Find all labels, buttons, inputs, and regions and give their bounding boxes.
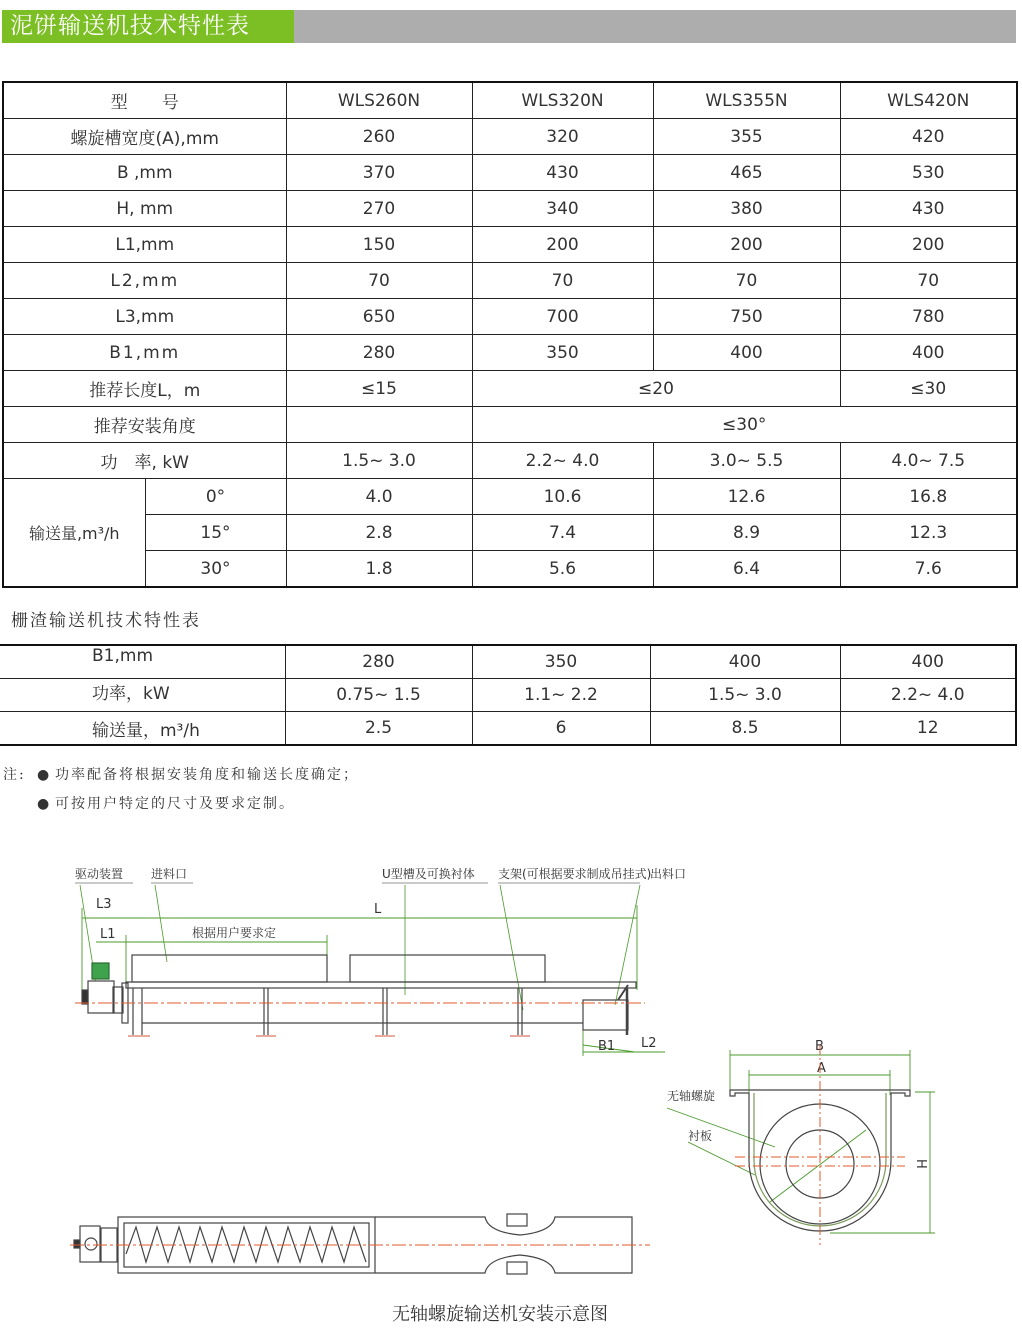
angle-label: 15° (145, 515, 286, 551)
cell: 355 (653, 119, 840, 155)
recommended-angle-row (3, 407, 1017, 443)
cell: 780 (840, 299, 1017, 335)
capacity-row (3, 479, 1017, 515)
row-label: L2,mm (3, 263, 286, 299)
label-support: 支架(可根据要求制成吊挂式) (498, 867, 652, 881)
cell: 270 (286, 191, 472, 227)
cell: 350 (472, 645, 650, 679)
diagram-caption: 无轴螺旋输送机安装示意图 (392, 1304, 608, 1325)
cell: 260 (286, 119, 472, 155)
label-drive: 驱动装置 (75, 867, 124, 881)
table-row (3, 155, 1017, 191)
cell: 70 (653, 263, 840, 299)
page-title: 泥饼输送机技术特性表 (2, 10, 294, 43)
cell: 2.2~ 4.0 (472, 443, 653, 479)
header-label: 型 号 (3, 82, 286, 119)
table-header-row (3, 82, 1017, 119)
cell: 70 (840, 263, 1017, 299)
cell: 7.4 (472, 515, 653, 551)
motor-icon (92, 963, 109, 979)
cell: 8.5 (650, 712, 840, 746)
notes-label: 注: (3, 767, 26, 783)
cell: 320 (472, 119, 653, 155)
cell: 0.75~ 1.5 (285, 679, 472, 712)
angle-label: 0° (145, 479, 286, 515)
table-row (0, 645, 1016, 679)
cell: 400 (840, 645, 1016, 679)
cell: 200 (472, 227, 653, 263)
bullet-icon: ● (37, 796, 52, 812)
cell: 700 (472, 299, 653, 335)
table-row (0, 679, 1016, 712)
cell: 16.8 (840, 479, 1017, 515)
cell: 2.8 (286, 515, 472, 551)
cell: 2.2~ 4.0 (840, 679, 1016, 712)
cell: 70 (472, 263, 653, 299)
note-text: 功率配备将根据安装角度和输送长度确定； (55, 767, 359, 783)
table-row (3, 119, 1017, 155)
installation-diagram (0, 840, 1022, 1339)
row-label: 推荐安装角度 (3, 407, 286, 443)
row-label: 功率，kW (0, 679, 285, 712)
cell: 150 (286, 227, 472, 263)
row-label: 功 率, kW (3, 443, 286, 479)
row-label: B1,mm (0, 645, 285, 679)
dim-L1: L1 (100, 927, 116, 942)
row-label: B1,mm (3, 335, 286, 371)
cell (286, 407, 472, 443)
row-label: B ,mm (3, 155, 286, 191)
capacity-label: 输送量,m³/h (3, 479, 145, 588)
table-row (3, 191, 1017, 227)
cell: 10.6 (472, 479, 653, 515)
capacity-row (3, 515, 1017, 551)
dim-L: L (374, 902, 382, 917)
cross-section-view (667, 1039, 935, 1245)
cell: 4.0~ 7.5 (840, 443, 1017, 479)
cell: 465 (653, 155, 840, 191)
label-liner: 衬板 (688, 1129, 713, 1143)
row-label: 推荐长度L，m (3, 371, 286, 407)
cell: 12.3 (840, 515, 1017, 551)
cell: 7.6 (840, 551, 1017, 588)
side-view (75, 866, 686, 1056)
cell: ≤30° (472, 407, 1017, 443)
cell: 350 (472, 335, 653, 371)
cell: 200 (653, 227, 840, 263)
note-item (3, 764, 359, 793)
label-shaftless-spiral: 无轴螺旋 (667, 1089, 716, 1103)
note-text: 可按用户特定的尺寸及要求定制。 (55, 796, 295, 812)
label-trough: U型槽及可换衬体 (382, 867, 475, 881)
cell: ≤30 (840, 371, 1017, 407)
cell: 6.4 (653, 551, 840, 588)
table-row (3, 335, 1017, 371)
model-header: WLS260N (286, 82, 472, 119)
cell: 340 (472, 191, 653, 227)
cell: 370 (286, 155, 472, 191)
label-outlet: 出料口 (650, 867, 687, 881)
model-header: WLS320N (472, 82, 653, 119)
power-row (3, 443, 1017, 479)
cell: 1.5~ 3.0 (650, 679, 840, 712)
screenings-conveyor-spec-table (0, 644, 1017, 746)
row-label: 输送量，m³/h (0, 712, 285, 746)
notes (3, 764, 359, 822)
label-custom: 根据用户要求定 (192, 926, 277, 940)
cell: 12.6 (653, 479, 840, 515)
cell: 530 (840, 155, 1017, 191)
cell: 1.1~ 2.2 (472, 679, 650, 712)
cell: 1.8 (286, 551, 472, 588)
cell: 400 (840, 335, 1017, 371)
cell: 400 (650, 645, 840, 679)
cell: 3.0~ 5.5 (653, 443, 840, 479)
cell: 4.0 (286, 479, 472, 515)
angle-label: 30° (145, 551, 286, 588)
cell: 2.5 (285, 712, 472, 746)
row-label: H, mm (3, 191, 286, 227)
cell: 430 (472, 155, 653, 191)
table-row (0, 712, 1016, 746)
cell: 430 (840, 191, 1017, 227)
dim-L2: L2 (641, 1036, 657, 1051)
row-label: L3,mm (3, 299, 286, 335)
cell: 280 (285, 645, 472, 679)
cell: 200 (840, 227, 1017, 263)
row-label: L1,mm (3, 227, 286, 263)
cell: 380 (653, 191, 840, 227)
table-row (3, 299, 1017, 335)
cell: 400 (653, 335, 840, 371)
cell: 280 (286, 335, 472, 371)
table-row (3, 263, 1017, 299)
table-row (3, 227, 1017, 263)
cell: 8.9 (653, 515, 840, 551)
top-view (70, 1214, 650, 1274)
cell: 420 (840, 119, 1017, 155)
cell: ≤20 (472, 371, 840, 407)
cell: 750 (653, 299, 840, 335)
section-title: 栅渣输送机技术特性表 (11, 611, 201, 631)
capacity-row (3, 551, 1017, 588)
cell: 70 (286, 263, 472, 299)
dim-B: B (815, 1039, 824, 1054)
row-label: 螺旋槽宽度(A),mm (3, 119, 286, 155)
model-header: WLS355N (653, 82, 840, 119)
cell: 1.5~ 3.0 (286, 443, 472, 479)
title-banner (2, 10, 1016, 43)
note-item (3, 793, 359, 822)
cell: 650 (286, 299, 472, 335)
cell: 5.6 (472, 551, 653, 588)
dim-B1: B1 (598, 1039, 616, 1054)
dim-A: A (817, 1061, 826, 1076)
cell: ≤15 (286, 371, 472, 407)
model-header: WLS420N (840, 82, 1017, 119)
dim-L3: L3 (96, 897, 112, 912)
recommended-length-row (3, 371, 1017, 407)
bullet-icon: ● (37, 767, 52, 783)
cell: 12 (840, 712, 1016, 746)
cell: 6 (472, 712, 650, 746)
label-inlet: 进料口 (151, 867, 188, 881)
sludge-conveyor-spec-table (2, 81, 1018, 588)
dim-H: H (913, 1159, 928, 1169)
